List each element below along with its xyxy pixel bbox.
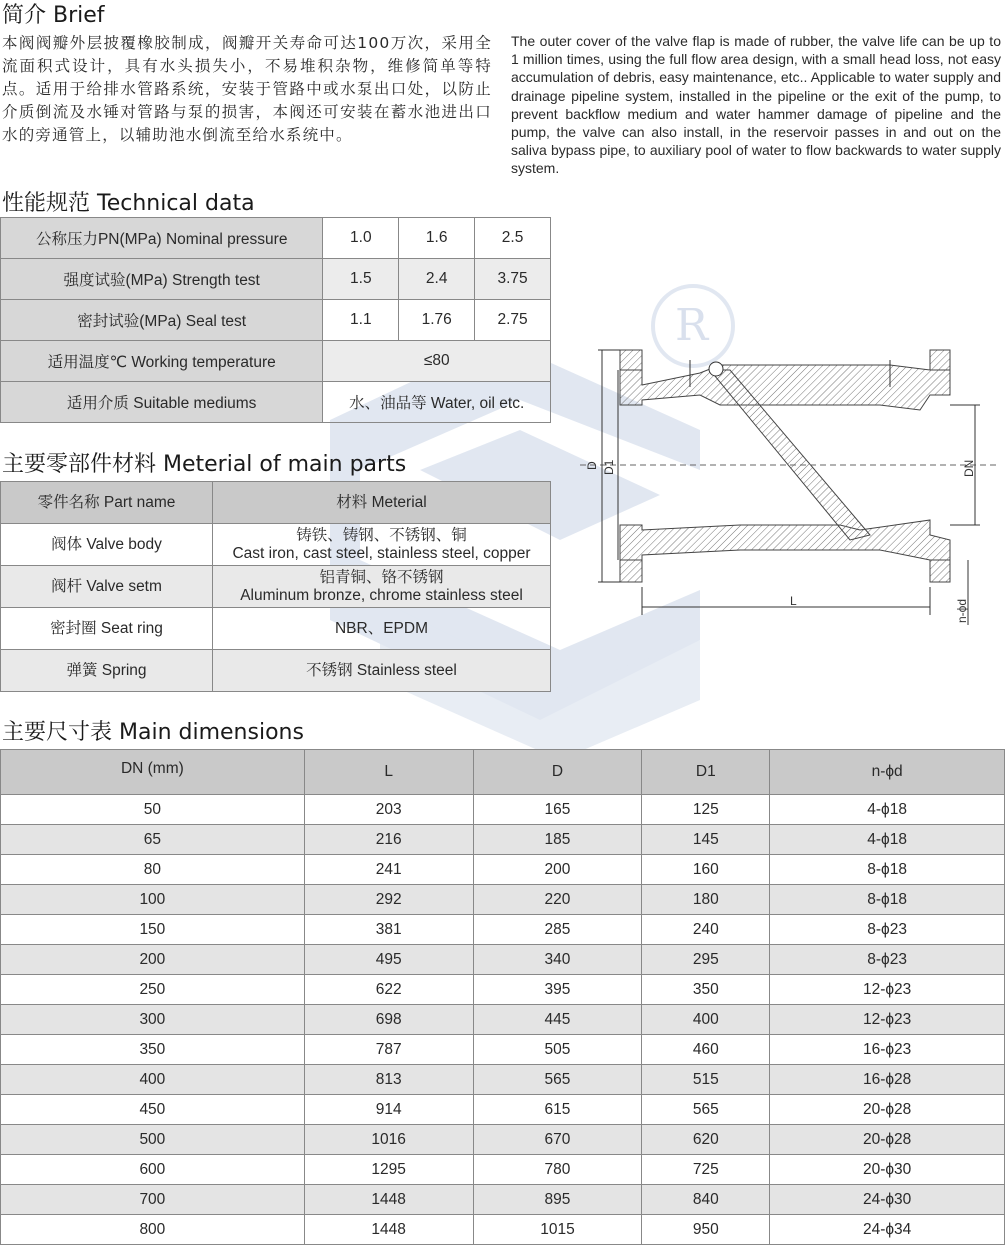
table-row [1, 608, 551, 650]
table-cell: 12-ϕ23 [770, 975, 1005, 1005]
table-cell: 400 [1, 1065, 305, 1095]
technical-data-title: 性能规范 Technical data [2, 191, 255, 216]
table-cell: 1.0 [323, 218, 399, 259]
table-cell: 20-ϕ30 [770, 1155, 1005, 1185]
table-cell: 340 [473, 945, 642, 975]
part-name: 弹簧 Spring [1, 650, 213, 692]
table-row [1, 300, 551, 341]
table-cell: 300 [1, 1005, 305, 1035]
material-cn: 铸铁、铸钢、不锈钢、铜 [296, 526, 467, 544]
table-cell: 615 [473, 1095, 642, 1125]
table-row [1, 1035, 1005, 1065]
row-label: 强度试验(MPa) Strength test [1, 259, 323, 300]
table-row [1, 650, 551, 692]
table-cell: ≤80 [323, 341, 551, 382]
part-material [213, 524, 551, 566]
dimensions-title: 主要尺寸表 Main dimensions [2, 720, 304, 745]
table-cell: 292 [304, 885, 473, 915]
table-cell: 400 [642, 1005, 770, 1035]
table-cell: 185 [473, 825, 642, 855]
table-cell: 500 [1, 1125, 305, 1155]
table-cell: 450 [1, 1095, 305, 1125]
table-cell: 620 [642, 1125, 770, 1155]
row-label: 适用介质 Suitable mediums [1, 382, 323, 423]
column-header: L [304, 750, 473, 795]
table-cell: 200 [473, 855, 642, 885]
table-row [1, 341, 551, 382]
table-cell: 495 [304, 945, 473, 975]
table-cell: 1.5 [323, 259, 399, 300]
dimension-label-d: D [585, 461, 599, 470]
table-cell: 165 [473, 795, 642, 825]
dimension-label-l: L [790, 594, 797, 608]
table-cell: 20-ϕ28 [770, 1095, 1005, 1125]
dimension-label-dn: DN [962, 459, 976, 477]
table-cell: 125 [642, 795, 770, 825]
table-cell: 4-ϕ18 [770, 825, 1005, 855]
table-row [1, 855, 1005, 885]
table-cell: 295 [642, 945, 770, 975]
technical-data-table [0, 217, 551, 423]
table-cell: 350 [1, 1035, 305, 1065]
table-cell: 505 [473, 1035, 642, 1065]
table-cell: 150 [1, 915, 305, 945]
table-cell: 350 [642, 975, 770, 1005]
table-cell: 24-ϕ30 [770, 1185, 1005, 1215]
part-material: NBR、EPDM [213, 608, 551, 650]
registered-mark: R [675, 300, 709, 351]
column-header: D1 [642, 750, 770, 795]
material-cn: 铝青铜、铬不锈钢 [319, 568, 444, 586]
column-header: DN (mm) [1, 750, 305, 795]
table-cell: 250 [1, 975, 305, 1005]
table-cell: 914 [304, 1095, 473, 1125]
table-row [1, 1005, 1005, 1035]
table-cell: 725 [642, 1155, 770, 1185]
table-row [1, 885, 1005, 915]
table-cell: 285 [473, 915, 642, 945]
table-row [1, 915, 1005, 945]
table-row [1, 1065, 1005, 1095]
table-cell: 950 [642, 1215, 770, 1245]
table-cell: 241 [304, 855, 473, 885]
table-cell: 2.75 [475, 300, 551, 341]
dimension-label-n-d: n-ϕd [955, 598, 969, 623]
table-cell: 840 [642, 1185, 770, 1215]
table-cell: 698 [304, 1005, 473, 1035]
table-cell: 895 [473, 1185, 642, 1215]
table-row [1, 825, 1005, 855]
part-material [213, 566, 551, 608]
row-label: 公称压力PN(MPa) Nominal pressure [1, 218, 323, 259]
table-cell: 145 [642, 825, 770, 855]
column-header: D [473, 750, 642, 795]
brief-english-text: The outer cover of the valve flap is made of rubber, the valve life can be up to 1 million times, using the full flow area design, with a small head loss, not easy accumulation of debris, easy maintenance, etc.. Applicable to water supply and drainage pipeline system, installed in the pipeline or the exit of the pump, to prevent backflow medium and water hammer damage of pipeline and the pump, the valve can also install, in the reservoir passes in and out on the saliva bypass pipe, to auxiliary pool of water to flow backwards to water supply system. [511, 33, 1001, 177]
table-cell: 65 [1, 825, 305, 855]
table-cell: 381 [304, 915, 473, 945]
table-cell: 8-ϕ18 [770, 885, 1005, 915]
table-cell: 1016 [304, 1125, 473, 1155]
table-row [1, 259, 551, 300]
table-header-row [1, 482, 551, 524]
table-row [1, 945, 1005, 975]
column-header: 零件名称 Part name [1, 482, 213, 524]
table-cell: 203 [304, 795, 473, 825]
dimensions-table [0, 749, 1005, 1245]
table-cell: 180 [642, 885, 770, 915]
valve-cross-section-drawing [580, 325, 1000, 625]
table-cell: 100 [1, 885, 305, 915]
table-cell: 8-ϕ23 [770, 915, 1005, 945]
table-row [1, 1215, 1005, 1245]
table-cell: 1.1 [323, 300, 399, 341]
table-cell: 1295 [304, 1155, 473, 1185]
table-row [1, 218, 551, 259]
table-cell: 1448 [304, 1215, 473, 1245]
table-cell: 12-ϕ23 [770, 1005, 1005, 1035]
table-cell: 50 [1, 795, 305, 825]
table-cell: 787 [304, 1035, 473, 1065]
parts-table [0, 481, 551, 692]
table-cell: 395 [473, 975, 642, 1005]
table-cell: 8-ϕ18 [770, 855, 1005, 885]
material-en: Aluminum bronze, chrome stainless steel [240, 586, 523, 604]
table-cell: 1015 [473, 1215, 642, 1245]
table-cell: 8-ϕ23 [770, 945, 1005, 975]
table-cell: 780 [473, 1155, 642, 1185]
table-row [1, 1185, 1005, 1215]
table-cell: 240 [642, 915, 770, 945]
table-cell: 813 [304, 1065, 473, 1095]
table-row [1, 1095, 1005, 1125]
table-cell: 600 [1, 1155, 305, 1185]
table-row [1, 524, 551, 566]
table-cell: 220 [473, 885, 642, 915]
table-cell: 3.75 [475, 259, 551, 300]
part-material: 不锈钢 Stainless steel [213, 650, 551, 692]
dimension-label-d1: D1 [602, 459, 616, 475]
table-cell: 4-ϕ18 [770, 795, 1005, 825]
table-row [1, 1125, 1005, 1155]
table-row [1, 382, 551, 423]
table-cell: 445 [473, 1005, 642, 1035]
table-cell: 1448 [304, 1185, 473, 1215]
part-name: 密封圈 Seat ring [1, 608, 213, 650]
table-cell: 700 [1, 1185, 305, 1215]
table-cell: 622 [304, 975, 473, 1005]
table-cell: 20-ϕ28 [770, 1125, 1005, 1155]
row-label: 适用温度℃ Working temperature [1, 341, 323, 382]
table-cell: 216 [304, 825, 473, 855]
table-cell: 1.76 [399, 300, 475, 341]
table-cell: 670 [473, 1125, 642, 1155]
column-header: 材料 Meterial [213, 482, 551, 524]
brief-title: 简介 Brief [2, 3, 105, 28]
column-header: n-ϕd [770, 750, 1005, 795]
material-en: Cast iron, cast steel, stainless steel, copper [232, 544, 531, 562]
table-cell: 80 [1, 855, 305, 885]
table-cell: 460 [642, 1035, 770, 1065]
table-cell: 1.6 [399, 218, 475, 259]
table-cell: 16-ϕ28 [770, 1065, 1005, 1095]
table-cell: 2.5 [475, 218, 551, 259]
table-cell: 565 [473, 1065, 642, 1095]
table-cell: 515 [642, 1065, 770, 1095]
table-header-row [1, 750, 1005, 795]
table-cell: 16-ϕ23 [770, 1035, 1005, 1065]
table-cell: 24-ϕ34 [770, 1215, 1005, 1245]
part-name: 阀体 Valve body [1, 524, 213, 566]
row-label: 密封试验(MPa) Seal test [1, 300, 323, 341]
table-row [1, 975, 1005, 1005]
table-row [1, 1155, 1005, 1185]
part-name: 阀杆 Valve setm [1, 566, 213, 608]
table-cell: 565 [642, 1095, 770, 1125]
table-cell: 800 [1, 1215, 305, 1245]
table-cell: 2.4 [399, 259, 475, 300]
table-cell: 200 [1, 945, 305, 975]
parts-title: 主要零部件材料 Meterial of main parts [2, 452, 407, 477]
brief-chinese-text: 本阀阀瓣外层披覆橡胶制成，阀瓣开关寿命可达100万次，采用全流面积式设计，具有水头损失小，不易堆积杂物，维修简单等特点。适用于给排水管路系统，安装于管路中或水泵出口处，以防止介质倒流及水锤对管路与泵的损害，本阀还可安装在蓄水池进出口水的旁通管上，以辅助池水倒流至给水系统中。 [2, 34, 492, 144]
table-cell: 水、油品等 Water, oil etc. [323, 382, 551, 423]
table-cell: 160 [642, 855, 770, 885]
table-row [1, 795, 1005, 825]
table-row [1, 566, 551, 608]
